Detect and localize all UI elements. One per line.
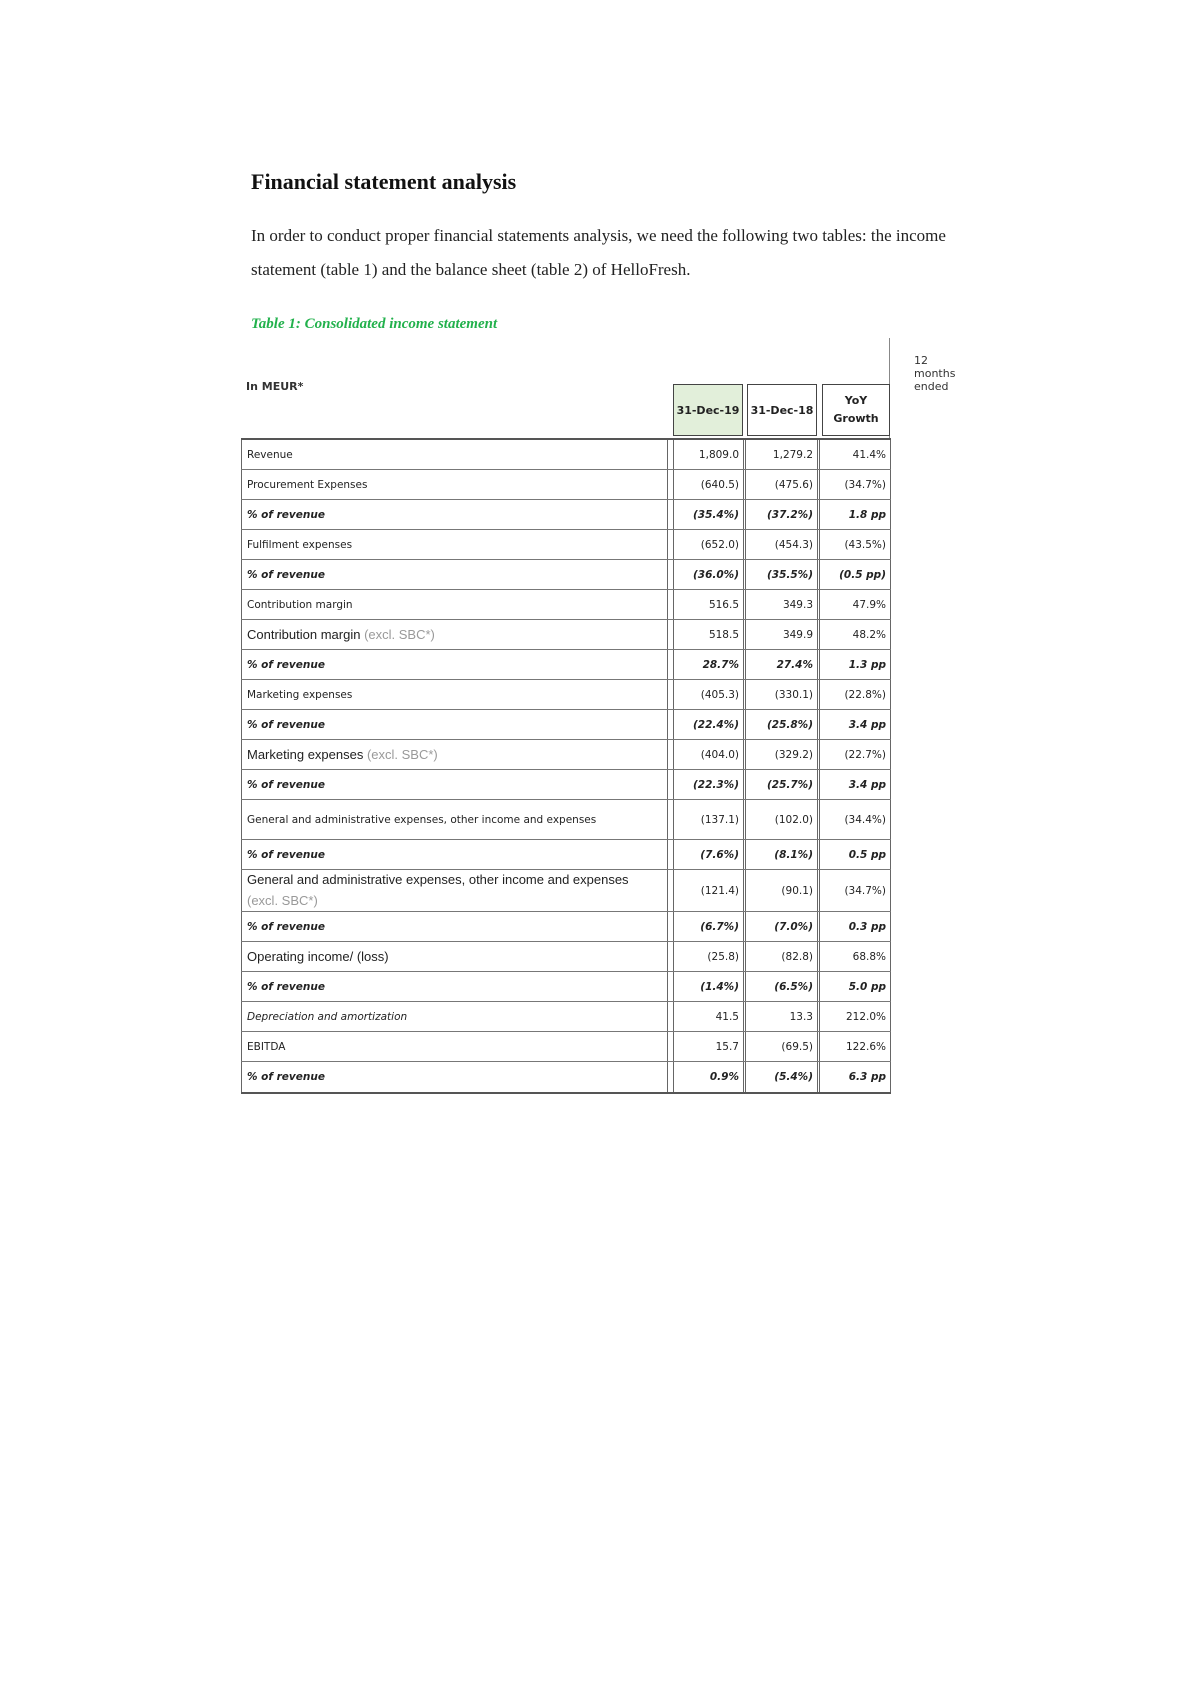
row-label xyxy=(241,740,667,769)
value-yoy: (22.7%) xyxy=(817,740,891,769)
row-label-text: Contribution margin xyxy=(247,627,361,642)
value-2018: 27.4% xyxy=(743,650,817,679)
value-2018: 349.3 xyxy=(743,590,817,619)
value-2019: 15.7 xyxy=(673,1032,743,1061)
row-label-suffix: (excl. SBC*) xyxy=(366,747,438,762)
table-row xyxy=(241,710,891,740)
table-row xyxy=(241,972,891,1002)
table-caption: Table 1: Consolidated income statement xyxy=(251,316,498,332)
row-label: Procurement Expenses xyxy=(241,470,667,499)
row-label-suffix: (excl. SBC*) xyxy=(247,892,318,908)
value-yoy: 47.9% xyxy=(817,590,891,619)
value-yoy: 122.6% xyxy=(817,1032,891,1061)
table-header xyxy=(241,338,956,438)
row-label: Marketing expenses xyxy=(241,680,667,709)
value-2019: (22.4%) xyxy=(673,710,743,739)
value-yoy: 5.0 pp xyxy=(817,972,891,1001)
income-statement-table xyxy=(241,338,956,1094)
value-2018: 1,279.2 xyxy=(743,440,817,469)
table-row xyxy=(241,770,891,800)
row-label-suffix: (excl. SBC*) xyxy=(364,627,435,642)
table-row xyxy=(241,470,891,500)
value-2018: 13.3 xyxy=(743,1002,817,1031)
row-label: General and administrative expenses, other income and expenses xyxy=(241,800,667,839)
value-2018: (475.6) xyxy=(743,470,817,499)
value-yoy: 3.4 pp xyxy=(817,710,891,739)
value-2019: (121.4) xyxy=(673,870,743,911)
row-label: Operating income/ (loss) xyxy=(241,942,667,971)
row-label-text: General and administrative expenses, other income and expenses xyxy=(247,872,629,888)
row-label: % of revenue xyxy=(241,912,667,941)
table-body xyxy=(241,438,891,1094)
value-2019: (7.6%) xyxy=(673,840,743,869)
value-2019: 1,809.0 xyxy=(673,440,743,469)
value-2018: (25.8%) xyxy=(743,710,817,739)
value-2018: (6.5%) xyxy=(743,972,817,1001)
value-2019: (36.0%) xyxy=(673,560,743,589)
value-2018: (37.2%) xyxy=(743,500,817,529)
intro-paragraph: In order to conduct proper financial statements analysis, we need the following two tables: the income statement (table 1) and the balance sheet (table 2) of HelloFresh. xyxy=(251,226,946,279)
row-label: Fulfilment expenses xyxy=(241,530,667,559)
table-row xyxy=(241,590,891,620)
value-2018: (25.7%) xyxy=(743,770,817,799)
value-2019: (25.8) xyxy=(673,942,743,971)
row-label: Depreciation and amortization xyxy=(241,1002,667,1031)
value-2018: 349.9 xyxy=(743,620,817,649)
table-row xyxy=(241,1062,891,1092)
value-2019: (6.7%) xyxy=(673,912,743,941)
row-label: EBITDA xyxy=(241,1032,667,1061)
row-label: % of revenue xyxy=(241,972,667,1001)
col-header-yoy-line2: Growth xyxy=(833,412,879,425)
value-2018: (35.5%) xyxy=(743,560,817,589)
row-label: Contribution margin xyxy=(241,590,667,619)
value-2019: (405.3) xyxy=(673,680,743,709)
table-row xyxy=(241,620,891,650)
value-2019: 28.7% xyxy=(673,650,743,679)
unit-label: In MEUR* xyxy=(246,380,304,393)
col-header-yoy-line1: YoY xyxy=(844,394,868,407)
value-2019: (35.4%) xyxy=(673,500,743,529)
row-label: % of revenue xyxy=(241,500,667,529)
table-row xyxy=(241,1032,891,1062)
table-row xyxy=(241,800,891,840)
value-2019: 0.9% xyxy=(673,1062,743,1092)
row-label-text: Marketing expenses xyxy=(247,747,364,762)
table-row xyxy=(241,650,891,680)
table-row xyxy=(241,440,891,470)
table-row xyxy=(241,530,891,560)
value-2019: (1.4%) xyxy=(673,972,743,1001)
value-yoy: (34.4%) xyxy=(817,800,891,839)
table-row xyxy=(241,500,891,530)
value-2018: (8.1%) xyxy=(743,840,817,869)
value-2019: 518.5 xyxy=(673,620,743,649)
value-2018: (7.0%) xyxy=(743,912,817,941)
col-header-2019: 31-Dec-19 xyxy=(673,384,743,436)
value-yoy: 1.3 pp xyxy=(817,650,891,679)
value-2018: (329.2) xyxy=(743,740,817,769)
value-yoy: 41.4% xyxy=(817,440,891,469)
table-row xyxy=(241,870,891,912)
col-header-2018: 31-Dec-18 xyxy=(747,384,817,436)
value-2019: (137.1) xyxy=(673,800,743,839)
row-label xyxy=(241,620,667,649)
row-label: % of revenue xyxy=(241,1062,667,1092)
value-yoy: (43.5%) xyxy=(817,530,891,559)
value-yoy: (22.8%) xyxy=(817,680,891,709)
value-2018: (90.1) xyxy=(743,870,817,911)
value-2019: (652.0) xyxy=(673,530,743,559)
row-label: % of revenue xyxy=(241,710,667,739)
period-label: 12 months ended xyxy=(914,354,956,393)
value-yoy: 68.8% xyxy=(817,942,891,971)
value-2019: (404.0) xyxy=(673,740,743,769)
value-yoy: (0.5 pp) xyxy=(817,560,891,589)
table-row xyxy=(241,840,891,870)
value-yoy: 212.0% xyxy=(817,1002,891,1031)
value-yoy: (34.7%) xyxy=(817,470,891,499)
col-header-yoy xyxy=(822,384,890,436)
value-2018: (102.0) xyxy=(743,800,817,839)
table-row xyxy=(241,912,891,942)
table-row xyxy=(241,680,891,710)
value-2018: (330.1) xyxy=(743,680,817,709)
value-2018: (454.3) xyxy=(743,530,817,559)
row-label: % of revenue xyxy=(241,560,667,589)
row-label: % of revenue xyxy=(241,650,667,679)
table-row xyxy=(241,560,891,590)
value-yoy: 6.3 pp xyxy=(817,1062,891,1092)
value-2019: 516.5 xyxy=(673,590,743,619)
row-label: % of revenue xyxy=(241,840,667,869)
table-row xyxy=(241,942,891,972)
row-label: % of revenue xyxy=(241,770,667,799)
value-2018: (5.4%) xyxy=(743,1062,817,1092)
value-yoy: 1.8 pp xyxy=(817,500,891,529)
value-2019: (640.5) xyxy=(673,470,743,499)
value-yoy: 48.2% xyxy=(817,620,891,649)
value-yoy: 3.4 pp xyxy=(817,770,891,799)
value-2018: (69.5) xyxy=(743,1032,817,1061)
page-title: Financial statement analysis xyxy=(251,169,517,194)
table-row xyxy=(241,740,891,770)
row-label xyxy=(241,870,667,911)
value-2019: (22.3%) xyxy=(673,770,743,799)
table-row xyxy=(241,1002,891,1032)
value-yoy: 0.5 pp xyxy=(817,840,891,869)
value-yoy: 0.3 pp xyxy=(817,912,891,941)
value-yoy: (34.7%) xyxy=(817,870,891,911)
value-2018: (82.8) xyxy=(743,942,817,971)
value-2019: 41.5 xyxy=(673,1002,743,1031)
row-label: Revenue xyxy=(241,440,667,469)
